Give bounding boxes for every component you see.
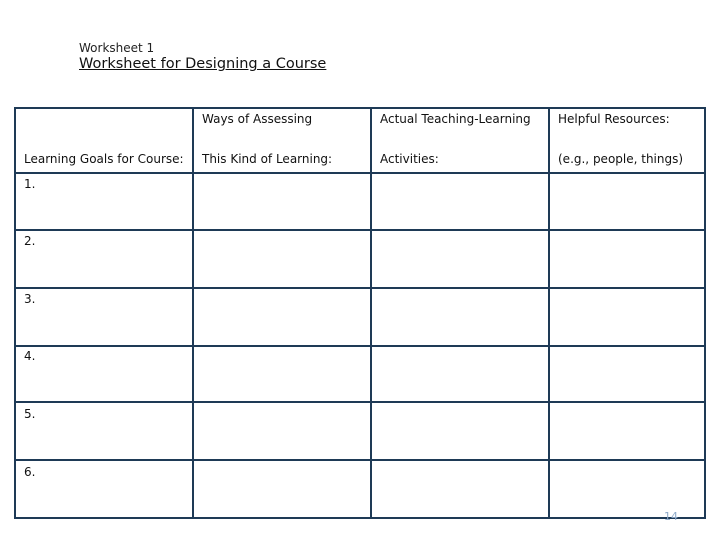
row-label-6: 6.: [24, 465, 36, 479]
row-label-2: 2.: [24, 234, 36, 248]
column-header-resources-line1: Helpful Resources:: [558, 112, 670, 126]
row-divider: [16, 345, 704, 347]
row-label-1: 1.: [24, 177, 36, 191]
worksheet-subtitle: Worksheet 1: [79, 41, 155, 55]
row-divider: [16, 401, 704, 403]
column-divider: [548, 109, 550, 517]
column-divider: [192, 109, 194, 517]
column-header-assessing-line1: Ways of Assessing: [202, 112, 313, 126]
row-label-5: 5.: [24, 407, 36, 421]
column-header-activities-line1: Actual Teaching-Learning: [380, 112, 531, 126]
column-header-learning-goals: Learning Goals for Course:: [24, 152, 184, 166]
column-header-assessing-line2: This Kind of Learning:: [202, 152, 333, 166]
page-number: 14: [664, 510, 678, 523]
row-divider: [16, 459, 704, 461]
course-design-table: [14, 107, 706, 519]
header-divider: [16, 172, 704, 174]
column-divider: [370, 109, 372, 517]
row-divider: [16, 287, 704, 289]
row-divider: [16, 229, 704, 231]
worksheet-title: Worksheet for Designing a Course: [79, 56, 327, 72]
column-header-activities-line2: Activities:: [380, 152, 439, 166]
row-label-3: 3.: [24, 292, 36, 306]
column-header-resources-line2: (e.g., people, things): [558, 152, 684, 166]
row-label-4: 4.: [24, 349, 36, 363]
